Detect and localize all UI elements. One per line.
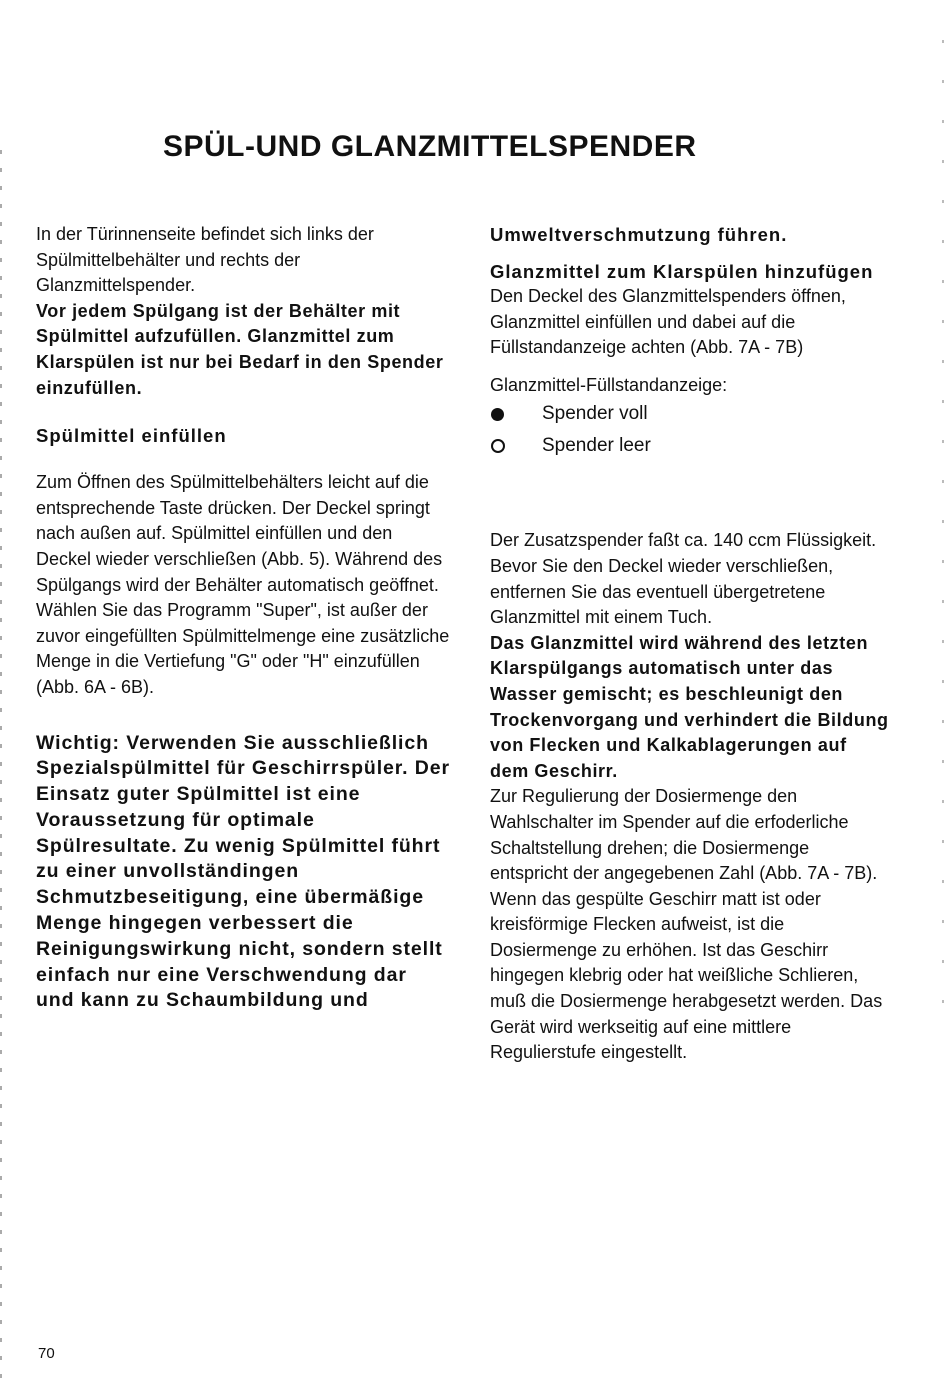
section-heading-glanzmittel: Glanzmittel zum Klarspülen hinzufügen <box>490 261 874 282</box>
intro-bold-text: Vor jedem Spülgang ist der Behälter mit Spülmittel aufzufüllen. Glanzmittel zum Klarspülen ist nur bei Bedarf in den Spender einzufüllen. <box>36 300 444 398</box>
spuelmittel-instructions: Zum Öffnen des Spülmittelbehälters leicht auf die entsprechende Taste drücken. Der Deckel springt nach außen auf. Spülmittel einfüllen und den Deckel wieder verschließen (Abb. 5). Während des Spülgangs wird der Behälter automatisch geöffnet. Wählen Sie das Programm "Super", ist außer der zuvor eingefüllten Spülmittelmenge eine zusätzliche Menge in die Vertiefung "G" oder "H" einzufüllen (Abb. 6A - 6B). <box>36 472 450 697</box>
section-heading-spuelmittel: Spülmittel einfüllen <box>36 425 227 447</box>
legend-label-full: Spender voll <box>542 403 648 425</box>
scan-edge-left <box>0 150 2 1380</box>
filled-circle-icon <box>491 408 504 421</box>
left-column <box>36 222 451 1014</box>
intro-text: In der Türinnenseite befindet sich links der Spülmittelbehälter und rechts der Glanzmittelspender. <box>36 224 374 296</box>
empty-circle-icon <box>491 439 505 453</box>
scan-edge-right <box>942 40 944 1040</box>
right-column <box>490 222 890 1066</box>
page-title: SPÜL-UND GLANZMITTELSPENDER <box>163 130 697 163</box>
continued-text: Umweltverschmutzung führen. <box>490 224 788 245</box>
glanzmittel-bold-note: Das Glanzmittel wird während des letzten Klarspülgangs automatisch unter das Wasser gemischt; es beschleunigt den Trockenvorgang und verhindert die Bildung von Flecken und Kalkablagerungen auf dem Geschirr. <box>490 632 889 781</box>
dosage-instructions: Zur Regulierung der Dosiermenge den Wahlschalter im Spender auf die erfoderliche Schaltstellung drehen; die Dosiermenge entspricht der angegebenen Zahl (Abb. 7A - 7B). Wenn das gespülte Geschirr matt ist oder kreisförmige Flecken aufweist, ist die Dosiermenge zu erhöhen. Ist das Geschirr hingegen klebrig oder hat weißliche Schlieren, muß die Dosiermenge herabgesetzt werden. Das Gerät wird werkseitig auf eine mittlere Regulierstufe eingestellt. <box>490 786 883 1063</box>
page-number: 70 <box>38 1345 55 1362</box>
dispenser-capacity-text: Der Zusatzspender faßt ca. 140 ccm Flüssigkeit. Bevor Sie den Deckel wieder verschließen, entfernen Sie das eventuell übergetretene Glanzmittel mit einem Tuch. <box>490 530 877 628</box>
indicator-label: Glanzmittel-Füllstandanzeige: <box>490 374 728 395</box>
legend-row-empty <box>490 430 890 462</box>
glanzmittel-instructions: Den Deckel des Glanzmittelspenders öffnen, Glanzmittel einfüllen und dabei auf die Füllstandanzeige achten (Abb. 7A - 7B) <box>490 286 846 358</box>
legend-label-empty: Spender leer <box>542 435 651 457</box>
important-note: Wichtig: Verwenden Sie ausschließlich Spezialspülmittel für Geschirrspüler. Der Einsatz guter Spülmittel ist eine Voraussetzung für optimale Spülresultate. Zu wenig Spülmittel führt zu einer unvollständingen Schmutzbeseitigung, eine übermäßige Menge hingegen verbessert die Reinigungswirkung nicht, sondern stellt einfach nur eine Verschwendung dar und kann zu Schaumbildung und <box>36 731 451 1012</box>
legend-row-full <box>490 398 890 430</box>
